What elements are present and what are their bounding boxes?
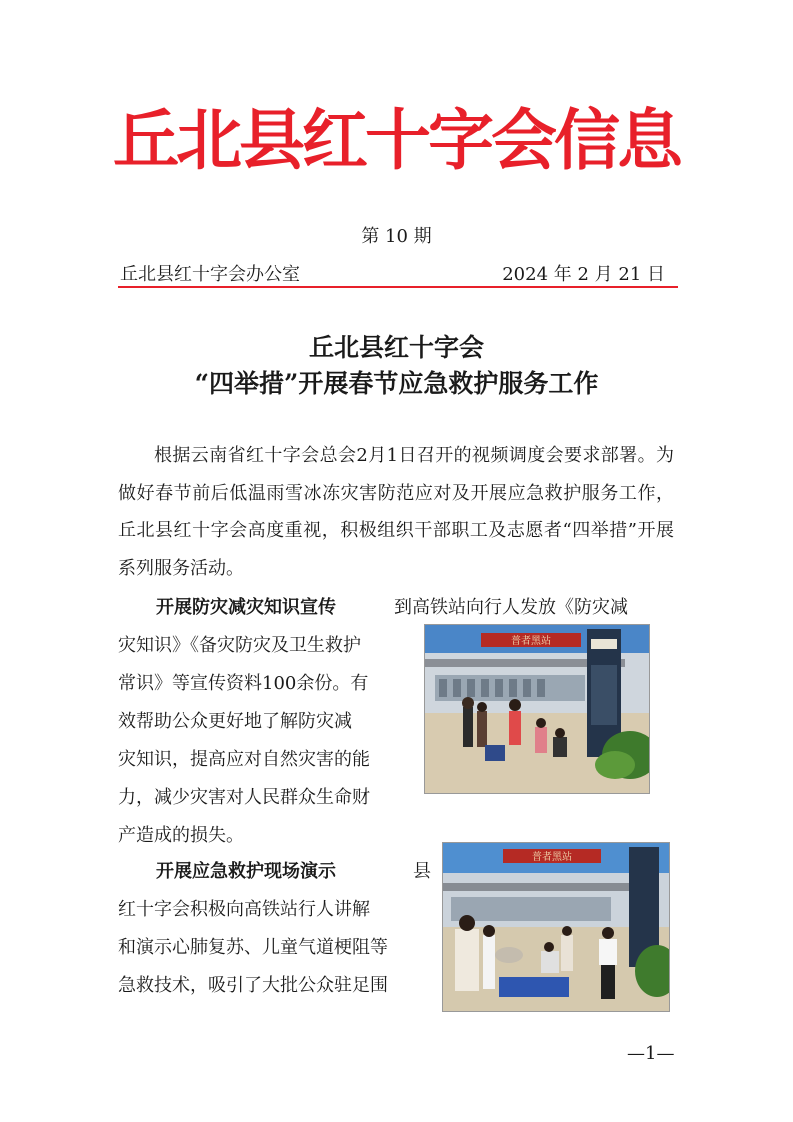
section1-line: 常识》等宣传资料100余份。有 [118,673,369,694]
section2-heading: 开展应急救护现场演示 [156,861,336,882]
red-divider [118,286,678,288]
station-publicity-photo [424,624,650,794]
article-title-line1: 丘北县红十字会 [308,333,484,362]
intro-paragraph: 根据云南省红十字会总会2月1日召开的视频调度会要求部署。为做好春节前后低温雨雪冰冻灾害防范应对及开展应急救护服务工作，丘北县红十字会高度重视，积极组织干部职工及志愿者“四举措”开展系列服务活动。 [118,445,674,579]
issue-number: 第 10 期 [361,226,432,247]
station-sign: 普者黑站 [532,852,572,863]
issuing-office: 丘北县红十字会办公室 [120,264,300,285]
article-title-line2: “四举措”开展春节应急救护服务工作 [194,369,599,398]
section1-line: 效帮助公众更好地了解防灾减 [118,711,352,732]
section2-line: 急救技术，吸引了大批公众驻足围 [118,975,388,996]
section1-line: 力，减少灾害对人民群众生命财 [118,787,370,808]
section1-line: 灾知识》《备灾防灾及卫生救护 [118,635,361,656]
masthead-title: 丘北县红十字会信息 [113,101,680,179]
section2-line: 红十字会积极向高铁站行人讲解 [118,899,370,920]
section1-line: 产造成的损失。 [118,825,244,846]
section1-heading: 开展防灾减灾知识宣传 [156,597,336,618]
page-number: —1— [627,1043,675,1064]
issue-date: 2024 年 2 月 21 日 [502,264,665,285]
first-aid-demo-photo [442,842,670,1012]
station-sign: 普者黑站 [511,636,551,647]
section2-line: 和演示心肺复苏、儿童气道梗阻等 [118,937,388,958]
section1-line: 到高铁站向行人发放《防灾减 [394,597,628,618]
section2-line: 县 [413,861,431,882]
section1-line: 灾知识，提高应对自然灾害的能 [118,749,370,770]
